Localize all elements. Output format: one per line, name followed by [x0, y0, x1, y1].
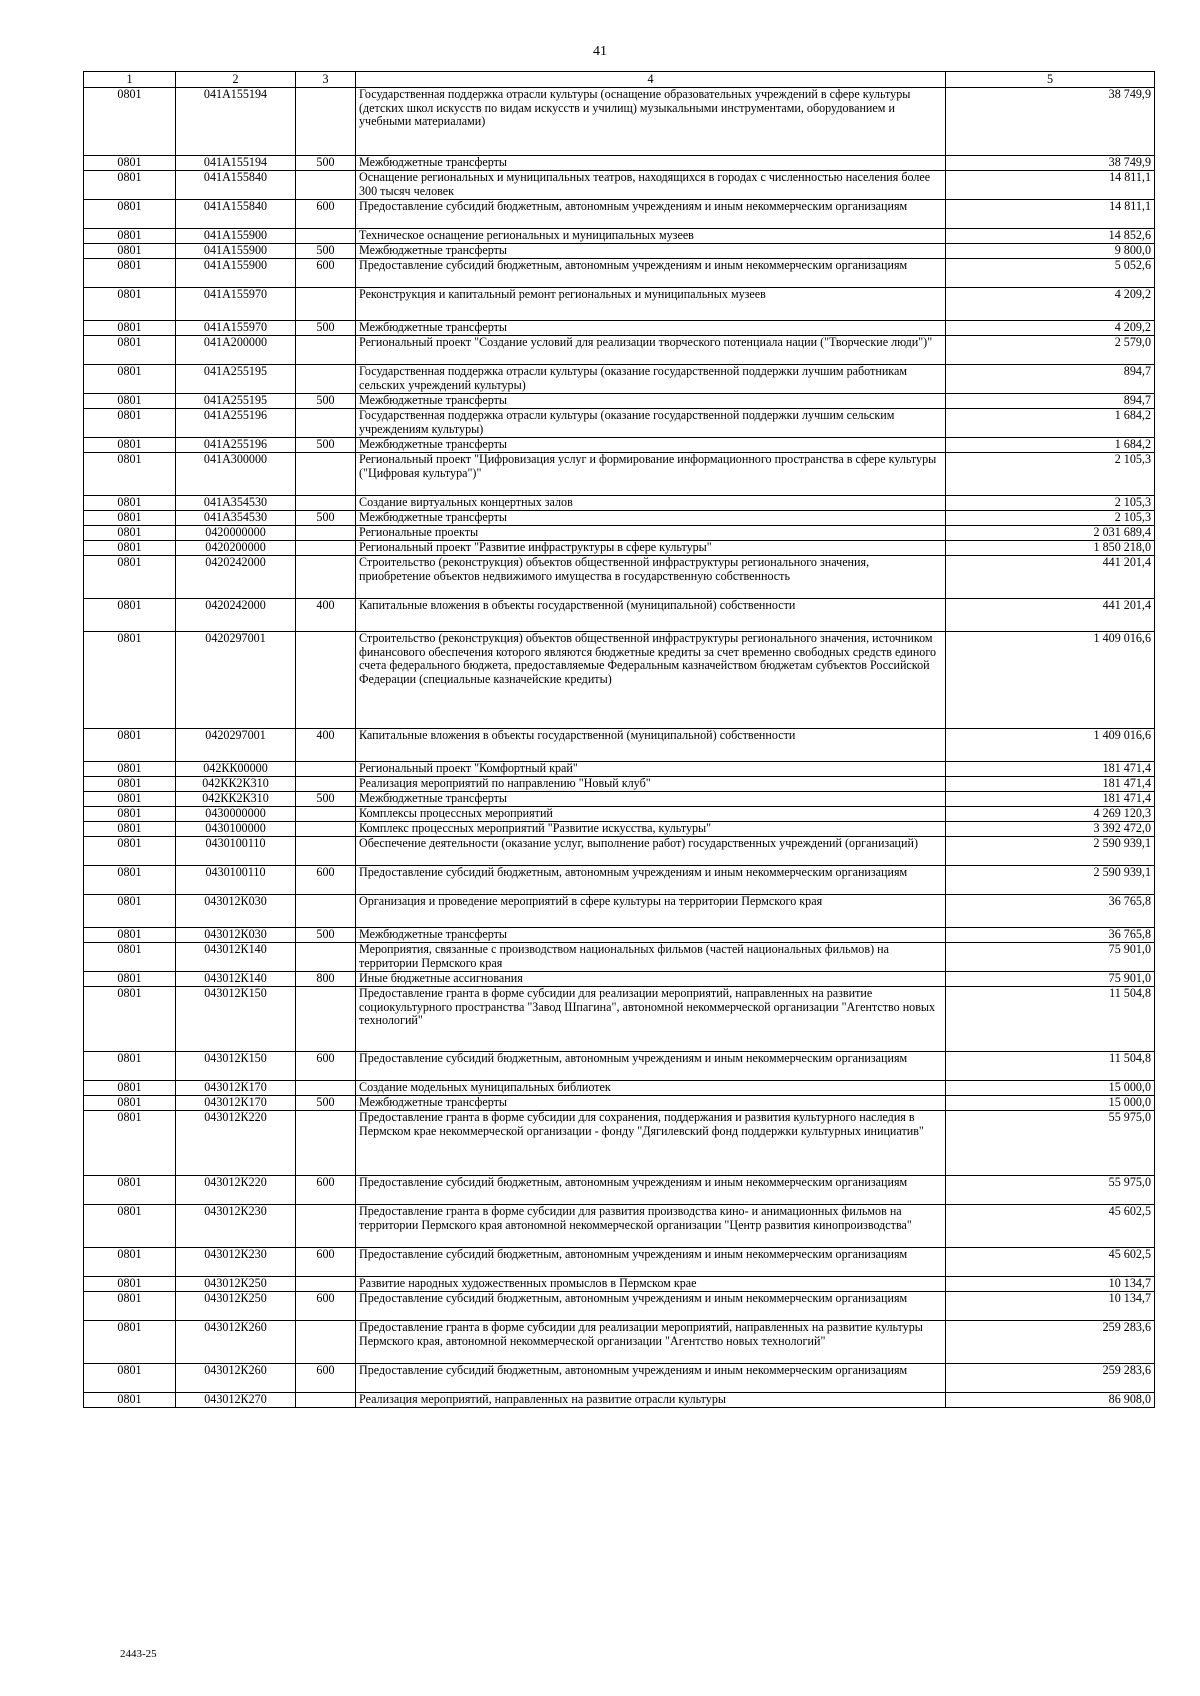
section-code: 0801 [84, 822, 176, 837]
section-code: 0801 [84, 729, 176, 762]
target-article: 041A300000 [176, 453, 296, 496]
section-code: 0801 [84, 511, 176, 526]
amount: 894,7 [946, 394, 1155, 409]
expense-type: 800 [296, 972, 356, 987]
target-article: 0430100110 [176, 866, 296, 895]
expense-name: Межбюджетные трансферты [356, 394, 946, 409]
target-article: 043012К230 [176, 1205, 296, 1248]
section-code: 0801 [84, 171, 176, 200]
section-code: 0801 [84, 409, 176, 438]
expense-name: Межбюджетные трансферты [356, 1096, 946, 1111]
expense-name: Предоставление субсидий бюджетным, автономным учреждениям и иным некоммерческим организациям [356, 200, 946, 229]
amount: 10 134,7 [946, 1292, 1155, 1321]
expense-type: 400 [296, 599, 356, 632]
table-row [84, 288, 1155, 321]
table-row [84, 837, 1155, 866]
expense-type [296, 1393, 356, 1408]
expense-type: 500 [296, 321, 356, 336]
expense-name: Межбюджетные трансферты [356, 792, 946, 807]
expense-name: Иные бюджетные ассигнования [356, 972, 946, 987]
expense-name: Предоставление гранта в форме субсидии для реализации мероприятий, направленных на развитие культуры Пермского края, автономной некоммерческой организации "Агентство новых технологий" [356, 1321, 946, 1364]
expense-name: Межбюджетные трансферты [356, 244, 946, 259]
section-code: 0801 [84, 438, 176, 453]
amount: 4 209,2 [946, 321, 1155, 336]
table-row [84, 541, 1155, 556]
expense-name: Региональный проект "Комфортный край" [356, 762, 946, 777]
table-row [84, 1321, 1155, 1364]
target-article: 042КК00000 [176, 762, 296, 777]
table-row [84, 987, 1155, 1052]
expense-type [296, 453, 356, 496]
table-row [84, 365, 1155, 394]
expense-name: Реализация мероприятий, направленных на развитие отрасли культуры [356, 1393, 946, 1408]
target-article: 043012К030 [176, 895, 296, 928]
amount: 55 975,0 [946, 1176, 1155, 1205]
table-row [84, 1248, 1155, 1277]
expense-type [296, 1111, 356, 1176]
expense-name: Предоставление субсидий бюджетным, автономным учреждениям и иным некоммерческим организациям [356, 1176, 946, 1205]
table-row [84, 972, 1155, 987]
target-article: 043012К150 [176, 1052, 296, 1081]
section-code: 0801 [84, 1111, 176, 1176]
expense-name: Организация и проведение мероприятий в сфере культуры на территории Пермского края [356, 895, 946, 928]
table-row [84, 1081, 1155, 1096]
expense-name: Межбюджетные трансферты [356, 156, 946, 171]
target-article: 0420297001 [176, 729, 296, 762]
table-row [84, 1393, 1155, 1408]
expense-type [296, 1321, 356, 1364]
target-article: 043012К030 [176, 928, 296, 943]
expense-name: Реализация мероприятий по направлению "Новый клуб" [356, 777, 946, 792]
target-article: 041A354530 [176, 496, 296, 511]
target-article: 042КК2К310 [176, 792, 296, 807]
expense-type [296, 556, 356, 599]
section-code: 0801 [84, 1364, 176, 1393]
expense-type: 500 [296, 156, 356, 171]
expense-name: Реконструкция и капитальный ремонт региональных и муниципальных музеев [356, 288, 946, 321]
target-article: 041A255196 [176, 438, 296, 453]
section-code: 0801 [84, 1052, 176, 1081]
target-article: 041A155194 [176, 156, 296, 171]
amount: 14 811,1 [946, 200, 1155, 229]
target-article: 043012К220 [176, 1176, 296, 1205]
expense-name: Государственная поддержка отрасли культуры (оказание государственной поддержки лучшим работникам сельских учреждений культуры) [356, 365, 946, 394]
document-code: 2443-25 [120, 1648, 157, 1660]
expense-name: Предоставление субсидий бюджетным, автономным учреждениям и иным некоммерческим организациям [356, 1248, 946, 1277]
target-article: 0430100110 [176, 837, 296, 866]
target-article: 041A155840 [176, 171, 296, 200]
target-article: 0430100000 [176, 822, 296, 837]
page-number: 41 [593, 44, 607, 59]
amount: 38 749,9 [946, 88, 1155, 156]
section-code: 0801 [84, 1081, 176, 1096]
section-code: 0801 [84, 556, 176, 599]
expense-type: 600 [296, 1248, 356, 1277]
section-code: 0801 [84, 453, 176, 496]
expense-name: Комплекс процессных мероприятий "Развитие искусства, культуры" [356, 822, 946, 837]
table-row [84, 1096, 1155, 1111]
amount: 259 283,6 [946, 1364, 1155, 1393]
table-row [84, 1364, 1155, 1393]
amount: 1 850 218,0 [946, 541, 1155, 556]
expense-type [296, 526, 356, 541]
expense-type: 600 [296, 1176, 356, 1205]
target-article: 043012К170 [176, 1096, 296, 1111]
section-code: 0801 [84, 526, 176, 541]
expense-type [296, 943, 356, 972]
expense-name: Предоставление гранта в форме субсидии для развития производства кино- и анимационных фильмов на территории Пермского края автономной некоммерческой организации "Центр развития кинопроизводства" [356, 1205, 946, 1248]
section-code: 0801 [84, 837, 176, 866]
expense-name: Капитальные вложения в объекты государственной (муниципальной) собственности [356, 599, 946, 632]
expense-name: Обеспечение деятельности (оказание услуг, выполнение работ) государственных учреждений (организаций) [356, 837, 946, 866]
expense-name: Создание виртуальных концертных залов [356, 496, 946, 511]
expense-type [296, 822, 356, 837]
table-row [84, 511, 1155, 526]
target-article: 043012К250 [176, 1292, 296, 1321]
section-code: 0801 [84, 1292, 176, 1321]
amount: 75 901,0 [946, 943, 1155, 972]
table-row [84, 88, 1155, 156]
expense-type: 600 [296, 1052, 356, 1081]
expense-type [296, 807, 356, 822]
section-code: 0801 [84, 599, 176, 632]
amount: 38 749,9 [946, 156, 1155, 171]
expense-type [296, 987, 356, 1052]
section-code: 0801 [84, 156, 176, 171]
table-row [84, 156, 1155, 171]
expense-name: Межбюджетные трансферты [356, 438, 946, 453]
target-article: 041A354530 [176, 511, 296, 526]
expense-name: Предоставление субсидий бюджетным, автономным учреждениям и иным некоммерческим организациям [356, 1052, 946, 1081]
section-code: 0801 [84, 1096, 176, 1111]
header-row [84, 72, 1155, 88]
expense-type [296, 336, 356, 365]
table-row [84, 229, 1155, 244]
table-row [84, 777, 1155, 792]
amount: 45 602,5 [946, 1248, 1155, 1277]
section-code: 0801 [84, 1277, 176, 1292]
table-row [84, 1111, 1155, 1176]
expense-type: 500 [296, 438, 356, 453]
section-code: 0801 [84, 394, 176, 409]
section-code: 0801 [84, 321, 176, 336]
amount: 75 901,0 [946, 972, 1155, 987]
table-row [84, 336, 1155, 365]
table-row [84, 632, 1155, 729]
amount: 1 409 016,6 [946, 729, 1155, 762]
table-row [84, 244, 1155, 259]
table-row [84, 928, 1155, 943]
section-code: 0801 [84, 1248, 176, 1277]
table-row [84, 1205, 1155, 1248]
expense-type: 400 [296, 729, 356, 762]
expense-name: Комплексы процессных мероприятий [356, 807, 946, 822]
expense-type [296, 288, 356, 321]
table-row [84, 1292, 1155, 1321]
expense-name: Предоставление гранта в форме субсидии для сохранения, поддержания и развития культурного наследия в Пермском крае некоммерческой организации - фонду "Дягилевский фонд поддержки культурных инициатив" [356, 1111, 946, 1176]
expense-name: Техническое оснащение региональных и муниципальных музеев [356, 229, 946, 244]
amount: 4 209,2 [946, 288, 1155, 321]
table-row [84, 943, 1155, 972]
expense-name: Региональные проекты [356, 526, 946, 541]
table-row [84, 895, 1155, 928]
expense-name: Строительство (реконструкция) объектов общественной инфраструктуры регионального значения, источником финансового обеспечения которого являются бюджетные кредиты за счет временно свободных средств единого счета федерального бюджета, предоставляемые Федеральным казначейством бюджетам субъектов Российской Федерации (специальные казначейские кредиты) [356, 632, 946, 729]
amount: 441 201,4 [946, 599, 1155, 632]
target-article: 043012К260 [176, 1364, 296, 1393]
column-header-section: 1 [84, 72, 176, 88]
expense-type [296, 365, 356, 394]
expense-name: Региональный проект "Развитие инфраструктуры в сфере культуры" [356, 541, 946, 556]
target-article: 041A200000 [176, 336, 296, 365]
target-article: 0420242000 [176, 556, 296, 599]
target-article: 043012К140 [176, 972, 296, 987]
target-article: 043012К220 [176, 1111, 296, 1176]
amount: 45 602,5 [946, 1205, 1155, 1248]
budget-table [83, 71, 1155, 1408]
table-row [84, 259, 1155, 288]
section-code: 0801 [84, 632, 176, 729]
amount: 441 201,4 [946, 556, 1155, 599]
target-article: 043012К170 [176, 1081, 296, 1096]
expense-name: Создание модельных муниципальных библиотек [356, 1081, 946, 1096]
amount: 86 908,0 [946, 1393, 1155, 1408]
section-code: 0801 [84, 987, 176, 1052]
target-article: 0420297001 [176, 632, 296, 729]
expense-type: 600 [296, 1364, 356, 1393]
table-row [84, 866, 1155, 895]
amount: 36 765,8 [946, 895, 1155, 928]
amount: 2 590 939,1 [946, 837, 1155, 866]
table-row [84, 321, 1155, 336]
section-code: 0801 [84, 200, 176, 229]
expense-type [296, 409, 356, 438]
table-row [84, 792, 1155, 807]
target-article: 041A155970 [176, 321, 296, 336]
table-row [84, 762, 1155, 777]
expense-type [296, 541, 356, 556]
expense-type: 500 [296, 244, 356, 259]
amount: 55 975,0 [946, 1111, 1155, 1176]
target-article: 043012К140 [176, 943, 296, 972]
target-article: 041A155900 [176, 244, 296, 259]
amount: 2 105,3 [946, 511, 1155, 526]
table-row [84, 526, 1155, 541]
expense-type [296, 171, 356, 200]
target-article: 0430000000 [176, 807, 296, 822]
amount: 4 269 120,3 [946, 807, 1155, 822]
section-code: 0801 [84, 807, 176, 822]
amount: 15 000,0 [946, 1096, 1155, 1111]
expense-name: Предоставление субсидий бюджетным, автономным учреждениям и иным некоммерческим организациям [356, 866, 946, 895]
expense-name: Капитальные вложения в объекты государственной (муниципальной) собственности [356, 729, 946, 762]
table-row [84, 409, 1155, 438]
section-code: 0801 [84, 866, 176, 895]
expense-type: 600 [296, 259, 356, 288]
expense-name: Мероприятия, связанные с производством национальных фильмов (частей национальных фильмов) на территории Пермского края [356, 943, 946, 972]
amount: 2 105,3 [946, 496, 1155, 511]
expense-type [296, 895, 356, 928]
amount: 15 000,0 [946, 1081, 1155, 1096]
section-code: 0801 [84, 895, 176, 928]
amount: 11 504,8 [946, 1052, 1155, 1081]
expense-type [296, 762, 356, 777]
section-code: 0801 [84, 792, 176, 807]
target-article: 0420242000 [176, 599, 296, 632]
table-row [84, 438, 1155, 453]
table-row [84, 1277, 1155, 1292]
section-code: 0801 [84, 365, 176, 394]
target-article: 043012К260 [176, 1321, 296, 1364]
expense-name: Региональный проект "Цифровизация услуг и формирование информационного пространства в сфере культуры ("Цифровая культура")" [356, 453, 946, 496]
amount: 259 283,6 [946, 1321, 1155, 1364]
expense-type [296, 1081, 356, 1096]
expense-type: 500 [296, 792, 356, 807]
amount: 181 471,4 [946, 792, 1155, 807]
section-code: 0801 [84, 1176, 176, 1205]
amount: 1 684,2 [946, 409, 1155, 438]
expense-type: 600 [296, 866, 356, 895]
amount: 1 409 016,6 [946, 632, 1155, 729]
expense-type: 600 [296, 1292, 356, 1321]
target-article: 043012К250 [176, 1277, 296, 1292]
expense-name: Региональный проект "Создание условий для реализации творческого потенциала нации ("Творческие люди")" [356, 336, 946, 365]
expense-type: 500 [296, 1096, 356, 1111]
table-row [84, 807, 1155, 822]
table-row [84, 556, 1155, 599]
expense-type: 500 [296, 928, 356, 943]
amount: 2 590 939,1 [946, 866, 1155, 895]
expense-type [296, 1205, 356, 1248]
expense-type: 500 [296, 394, 356, 409]
expense-name: Межбюджетные трансферты [356, 928, 946, 943]
target-article: 043012К270 [176, 1393, 296, 1408]
expense-name: Предоставление гранта в форме субсидии для реализации мероприятий, направленных на развитие социокультурного пространства "Завод Шпагина", автономной некоммерческой организации "Агентство новых технологий" [356, 987, 946, 1052]
section-code: 0801 [84, 972, 176, 987]
expense-name: Предоставление субсидий бюджетным, автономным учреждениям и иным некоммерческим организациям [356, 1292, 946, 1321]
amount: 5 052,6 [946, 259, 1155, 288]
table-row [84, 171, 1155, 200]
section-code: 0801 [84, 1205, 176, 1248]
expense-type [296, 229, 356, 244]
target-article: 041A155970 [176, 288, 296, 321]
amount: 14 852,6 [946, 229, 1155, 244]
expense-type [296, 496, 356, 511]
amount: 1 684,2 [946, 438, 1155, 453]
table-row [84, 822, 1155, 837]
column-header-expense-type: 3 [296, 72, 356, 88]
target-article: 0420200000 [176, 541, 296, 556]
amount: 36 765,8 [946, 928, 1155, 943]
target-article: 043012К230 [176, 1248, 296, 1277]
target-article: 042КК2К310 [176, 777, 296, 792]
expense-name: Предоставление субсидий бюджетным, автономным учреждениям и иным некоммерческим организациям [356, 1364, 946, 1393]
expense-name: Строительство (реконструкция) объектов общественной инфраструктуры регионального значения, приобретение объектов недвижимого имущества в государственную собственность [356, 556, 946, 599]
table-row [84, 599, 1155, 632]
amount: 14 811,1 [946, 171, 1155, 200]
section-code: 0801 [84, 336, 176, 365]
section-code: 0801 [84, 229, 176, 244]
table-row [84, 496, 1155, 511]
section-code: 0801 [84, 541, 176, 556]
expense-name: Межбюджетные трансферты [356, 321, 946, 336]
amount: 894,7 [946, 365, 1155, 394]
section-code: 0801 [84, 928, 176, 943]
amount: 10 134,7 [946, 1277, 1155, 1292]
section-code: 0801 [84, 777, 176, 792]
table-row [84, 200, 1155, 229]
amount: 2 579,0 [946, 336, 1155, 365]
target-article: 041A155194 [176, 88, 296, 156]
amount: 2 031 689,4 [946, 526, 1155, 541]
target-article: 041A255195 [176, 365, 296, 394]
amount: 181 471,4 [946, 762, 1155, 777]
table-row [84, 1052, 1155, 1081]
column-header-target-article: 2 [176, 72, 296, 88]
target-article: 041A255196 [176, 409, 296, 438]
section-code: 0801 [84, 1321, 176, 1364]
expense-type: 600 [296, 200, 356, 229]
section-code: 0801 [84, 1393, 176, 1408]
section-code: 0801 [84, 259, 176, 288]
expense-type [296, 632, 356, 729]
expense-name: Государственная поддержка отрасли культуры (оснащение образовательных учреждений в сфере культуры (детских школ искусств по видам искусств и училищ) музыкальными инструментами, оборудованием и учебными материалами) [356, 88, 946, 156]
section-code: 0801 [84, 244, 176, 259]
section-code: 0801 [84, 762, 176, 777]
column-header-amount: 5 [946, 72, 1155, 88]
table-row [84, 394, 1155, 409]
target-article: 041A155840 [176, 200, 296, 229]
expense-name: Оснащение региональных и муниципальных театров, находящихся в городах с численностью населения более 300 тысяч человек [356, 171, 946, 200]
target-article: 043012К150 [176, 987, 296, 1052]
target-article: 041A255195 [176, 394, 296, 409]
amount: 9 800,0 [946, 244, 1155, 259]
target-article: 0420000000 [176, 526, 296, 541]
section-code: 0801 [84, 496, 176, 511]
table-row [84, 1176, 1155, 1205]
target-article: 041A155900 [176, 229, 296, 244]
expense-name: Предоставление субсидий бюджетным, автономным учреждениям и иным некоммерческим организациям [356, 259, 946, 288]
expense-type [296, 88, 356, 156]
column-header-name: 4 [356, 72, 946, 88]
expense-name: Развитие народных художественных промыслов в Пермском крае [356, 1277, 946, 1292]
table-row [84, 729, 1155, 762]
section-code: 0801 [84, 943, 176, 972]
target-article: 041A155900 [176, 259, 296, 288]
amount: 181 471,4 [946, 777, 1155, 792]
expense-name: Государственная поддержка отрасли культуры (оказание государственной поддержки лучшим сельским учреждениям культуры) [356, 409, 946, 438]
amount: 11 504,8 [946, 987, 1155, 1052]
amount: 3 392 472,0 [946, 822, 1155, 837]
table-row [84, 453, 1155, 496]
expense-type [296, 1277, 356, 1292]
expense-type: 500 [296, 511, 356, 526]
expense-type [296, 837, 356, 866]
expense-name: Межбюджетные трансферты [356, 511, 946, 526]
expense-type [296, 777, 356, 792]
section-code: 0801 [84, 288, 176, 321]
amount: 2 105,3 [946, 453, 1155, 496]
section-code: 0801 [84, 88, 176, 156]
